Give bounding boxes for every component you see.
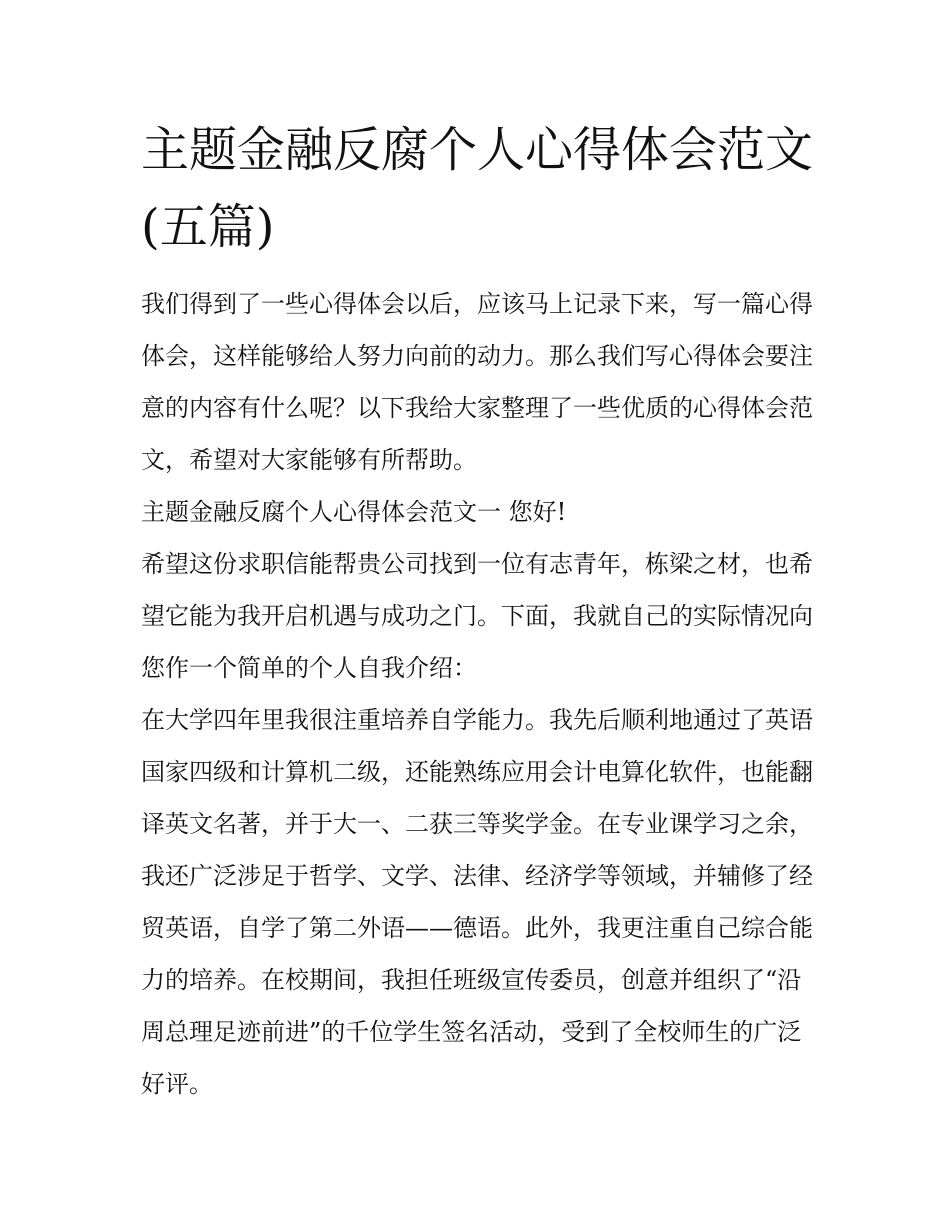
cover-letter-paragraph: 希望这份求职信能帮贵公司找到一位有志青年，栋梁之材，也希望它能为我开启机遇与成功之门。下面，我就自己的实际情况向您作一个简单的个人自我介绍： — [141, 550, 813, 682]
document-title: 主题金融反腐个人心得体会范文(五篇) — [141, 122, 814, 255]
intro-paragraph: 我们得到了一些心得体会以后，应该马上记录下来，写一篇心得体会，这样能够给人努力向前的动力。那么我们写心得体会要注意的内容有什么呢？以下我给大家整理了一些优质的心得体会范文，希望对大家能够有所帮助。 — [141, 290, 813, 474]
essay-heading-paragraph: 主题金融反腐个人心得体会范文一 您好! — [141, 498, 567, 526]
document-body — [141, 112, 813, 1110]
self-introduction-paragraph: 在大学四年里我很注重培养自学能力。我先后顺利地通过了英语国家四级和计算机二级，还能熟练应用会计电算化软件，也能翻译英文名著，并于大一、二获三等奖学金。在专业课学习之余，我还广泛涉足于哲学、文学、法律、经济学等领域，并辅修了经贸英语，自学了第二外语——德语。此外，我更注重自己综合能力的培养。在校期间，我担任班级宣传委员，创意并组织了“沿周总理足迹前进”的千位学生签名活动，受到了全校师生的广泛好评。 — [141, 706, 813, 1098]
